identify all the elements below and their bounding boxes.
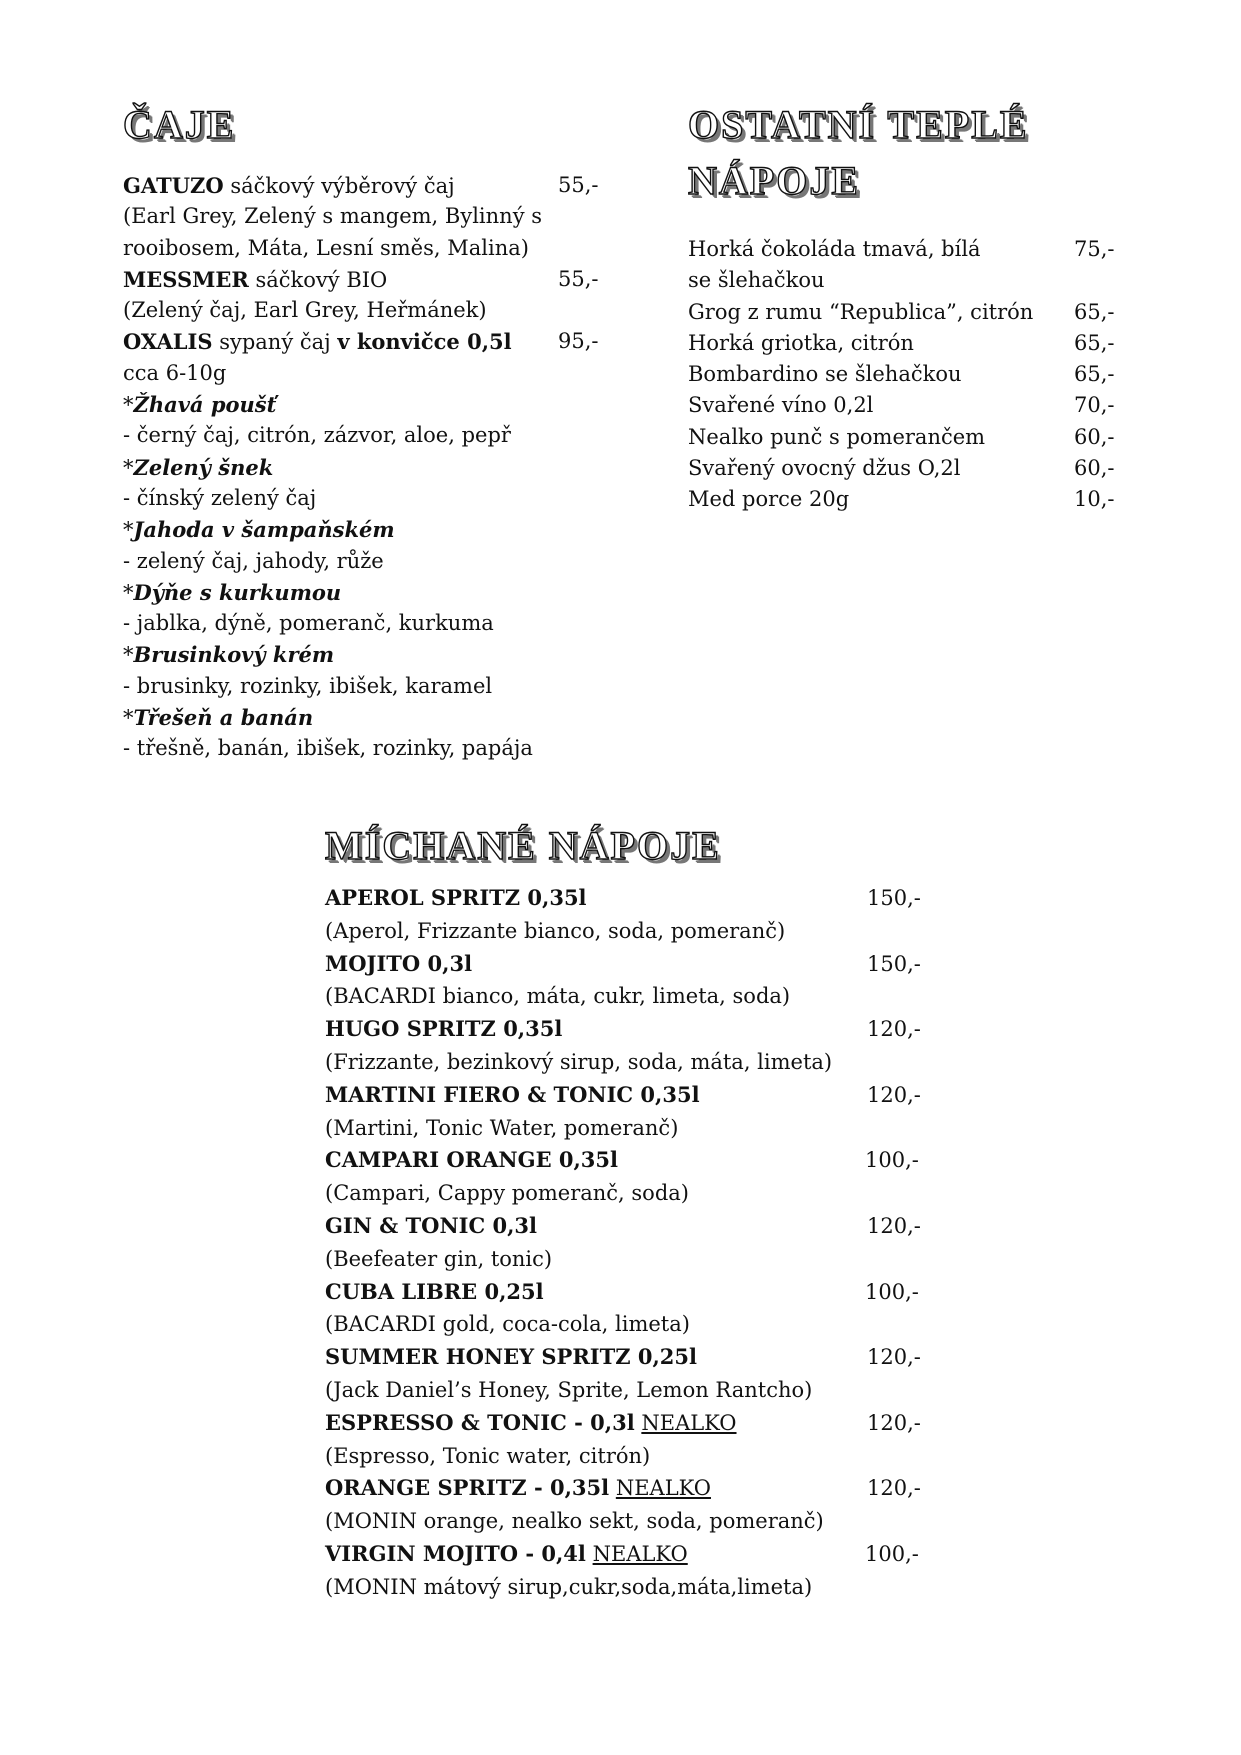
list-item: cca 6-10g bbox=[123, 360, 227, 385]
tea-flavour: Dýňe s kurkumou bbox=[133, 579, 342, 605]
list-item: - černý čaj, citrón, zázvor, aloe, pepř bbox=[123, 423, 511, 448]
item-price: 150,- bbox=[867, 951, 921, 976]
item-price: 120,- bbox=[867, 1410, 921, 1435]
list-item bbox=[325, 1079, 925, 1112]
item-price: 60,- bbox=[1074, 424, 1115, 449]
list-item bbox=[325, 1276, 925, 1309]
list-item bbox=[123, 170, 603, 201]
item-name: GIN & TONIC 0,3l bbox=[325, 1212, 538, 1238]
star-mark: * bbox=[123, 580, 134, 605]
list-item: (Zelený čaj, Earl Grey, Heřmánek) bbox=[123, 298, 487, 323]
item-price: 120,- bbox=[867, 1476, 921, 1501]
item-price: 150,- bbox=[867, 886, 921, 910]
tea-flavour: Žhavá poušť bbox=[133, 392, 277, 418]
item-desc: (Campari, Cappy pomeranč, soda) bbox=[325, 1181, 689, 1206]
item-desc: sáčkový BIO bbox=[248, 267, 388, 292]
item-price: 55,- bbox=[558, 173, 599, 197]
item-name: Svařený ovocný džus O,2l bbox=[688, 456, 961, 481]
nealko-tag: NEALKO bbox=[615, 1476, 711, 1501]
list-item bbox=[123, 264, 603, 295]
list-item: - jablka, dýně, pomeranč, kurkuma bbox=[123, 611, 494, 636]
list-item bbox=[688, 297, 1118, 328]
item-desc: (MONIN orange, nealko sekt, soda, pomeranč) bbox=[325, 1509, 824, 1534]
item-price: 65,- bbox=[1074, 299, 1115, 324]
item-name: Horká čokoláda tmavá, bílá bbox=[688, 237, 981, 261]
item-name: GATUZO bbox=[123, 173, 224, 198]
item-price: 120,- bbox=[867, 1017, 921, 1042]
item-desc: (BACARDI bianco, máta, cukr, limeta, soda) bbox=[325, 984, 791, 1009]
list-item bbox=[688, 234, 1118, 265]
list-item bbox=[325, 1341, 925, 1374]
list-item bbox=[123, 577, 603, 608]
list-item bbox=[325, 1013, 925, 1046]
list-item bbox=[325, 1144, 925, 1177]
caje-list bbox=[123, 170, 603, 765]
item-price: 100,- bbox=[865, 1541, 919, 1566]
list-item bbox=[123, 702, 603, 733]
item-size: v konvičce 0,5l bbox=[337, 329, 512, 355]
item-desc: (Jack Daniel’s Honey, Sprite, Lemon Rantcho) bbox=[325, 1377, 813, 1402]
tea-flavour: Jahoda v šampaňském bbox=[133, 517, 395, 543]
list-item: - zelený čaj, jahody, růže bbox=[123, 548, 384, 573]
tea-flavour: Třešeň a banán bbox=[133, 705, 314, 731]
item-name: VIRGIN MOJITO - 0,4l bbox=[325, 1540, 586, 1566]
list-item bbox=[688, 422, 1118, 453]
list-item bbox=[688, 359, 1118, 390]
item-name: MOJITO 0,3l bbox=[325, 950, 473, 976]
item-name: APEROL SPRITZ 0,35l bbox=[325, 885, 587, 910]
item-price: 60,- bbox=[1074, 456, 1115, 481]
item-name: se šlehačkou bbox=[688, 268, 825, 293]
item-name: OXALIS bbox=[123, 329, 213, 355]
list-item bbox=[325, 1538, 925, 1571]
list-item bbox=[123, 326, 603, 357]
item-price: 120,- bbox=[867, 1213, 921, 1238]
star-mark: * bbox=[123, 393, 134, 418]
item-name: Horká griotka, citrón bbox=[688, 330, 914, 355]
list-item: rooibosem, Máta, Lesní směs, Malina) bbox=[123, 235, 529, 260]
item-desc: sáčkový výběrový čaj bbox=[223, 174, 455, 198]
star-mark: * bbox=[123, 455, 134, 480]
item-desc: (Espresso, Tonic water, citrón) bbox=[325, 1443, 651, 1468]
item-desc: (BACARDI gold, coca-cola, limeta) bbox=[325, 1312, 690, 1337]
item-name: Bombardino se šlehačkou bbox=[688, 362, 962, 387]
list-item: - třešně, banán, ibišek, rozinky, papája bbox=[123, 736, 533, 761]
caje-heading: ČAJE bbox=[123, 102, 236, 147]
list-item: - čínský zelený čaj bbox=[123, 485, 317, 510]
star-mark: * bbox=[123, 643, 134, 668]
star-mark: * bbox=[123, 518, 134, 543]
item-price: 95,- bbox=[558, 329, 599, 354]
item-desc: (Frizzante, bezinkový sirup, soda, máta, limeta) bbox=[325, 1049, 833, 1074]
item-price: 10,- bbox=[1074, 487, 1115, 512]
nealko-tag: NEALKO bbox=[641, 1410, 737, 1435]
item-name: HUGO SPRITZ 0,35l bbox=[325, 1016, 563, 1042]
item-price: 55,- bbox=[558, 266, 599, 291]
item-price: 120,- bbox=[867, 1082, 921, 1107]
item-name: ESPRESSO & TONIC - 0,3l bbox=[325, 1409, 635, 1435]
item-price: 100,- bbox=[865, 1148, 919, 1173]
item-price: 75,- bbox=[1074, 237, 1115, 261]
list-item bbox=[123, 639, 603, 670]
list-item bbox=[123, 514, 603, 545]
item-desc: (Aperol, Frizzante bianco, soda, pomeranč) bbox=[325, 918, 786, 943]
michane-heading: MÍCHANÉ NÁPOJE bbox=[325, 823, 721, 868]
item-name: Nealko punč s pomerančem bbox=[688, 424, 986, 449]
list-item bbox=[325, 1472, 925, 1505]
item-name: MARTINI FIERO & TONIC 0,35l bbox=[325, 1081, 700, 1107]
list-item bbox=[325, 948, 925, 981]
item-name: SUMMER HONEY SPRITZ 0,25l bbox=[325, 1344, 698, 1370]
list-item bbox=[688, 328, 1118, 359]
teple-heading-line1: OSTATNÍ TEPLÉ bbox=[688, 102, 1029, 147]
list-item bbox=[688, 265, 1118, 296]
tea-flavour: Zelený šnek bbox=[133, 454, 274, 480]
item-name: Svařené víno 0,2l bbox=[688, 393, 874, 418]
list-item: (Earl Grey, Zelený s mangem, Bylinný s bbox=[123, 204, 543, 229]
list-item bbox=[123, 452, 603, 483]
item-name: Grog z rumu “Republica”, citrón bbox=[688, 299, 1034, 324]
teple-heading-line2: NÁPOJE bbox=[688, 158, 860, 203]
list-item bbox=[688, 484, 1118, 515]
list-item bbox=[688, 390, 1118, 421]
item-price: 120,- bbox=[867, 1345, 921, 1370]
item-name: Med porce 20g bbox=[688, 487, 850, 512]
michane-list bbox=[325, 882, 925, 1604]
list-item bbox=[123, 389, 603, 420]
star-mark: * bbox=[123, 706, 134, 731]
item-desc: (Beefeater gin, tonic) bbox=[325, 1246, 553, 1271]
list-item bbox=[688, 453, 1118, 484]
item-name: ORANGE SPRITZ - 0,35l bbox=[325, 1475, 610, 1501]
tea-flavour: Brusinkový krém bbox=[133, 642, 335, 668]
item-price: 65,- bbox=[1074, 330, 1115, 355]
list-item: - brusinky, rozinky, ibišek, karamel bbox=[123, 673, 493, 698]
nealko-tag: NEALKO bbox=[592, 1541, 688, 1566]
item-price: 100,- bbox=[865, 1279, 919, 1304]
item-desc: (Martini, Tonic Water, pomeranč) bbox=[325, 1115, 679, 1140]
item-name: CAMPARI ORANGE 0,35l bbox=[325, 1147, 619, 1173]
teple-list bbox=[688, 234, 1118, 516]
list-item bbox=[325, 1407, 925, 1440]
item-price: 65,- bbox=[1074, 362, 1115, 387]
item-desc: (MONIN mátový sirup,cukr,soda,máta,limeta) bbox=[325, 1574, 813, 1599]
item-desc: sypaný čaj bbox=[212, 330, 338, 355]
list-item bbox=[325, 882, 925, 915]
list-item bbox=[325, 1210, 925, 1243]
item-name: CUBA LIBRE 0,25l bbox=[325, 1278, 544, 1304]
item-price: 70,- bbox=[1074, 393, 1115, 418]
item-name: MESSMER bbox=[123, 266, 249, 292]
